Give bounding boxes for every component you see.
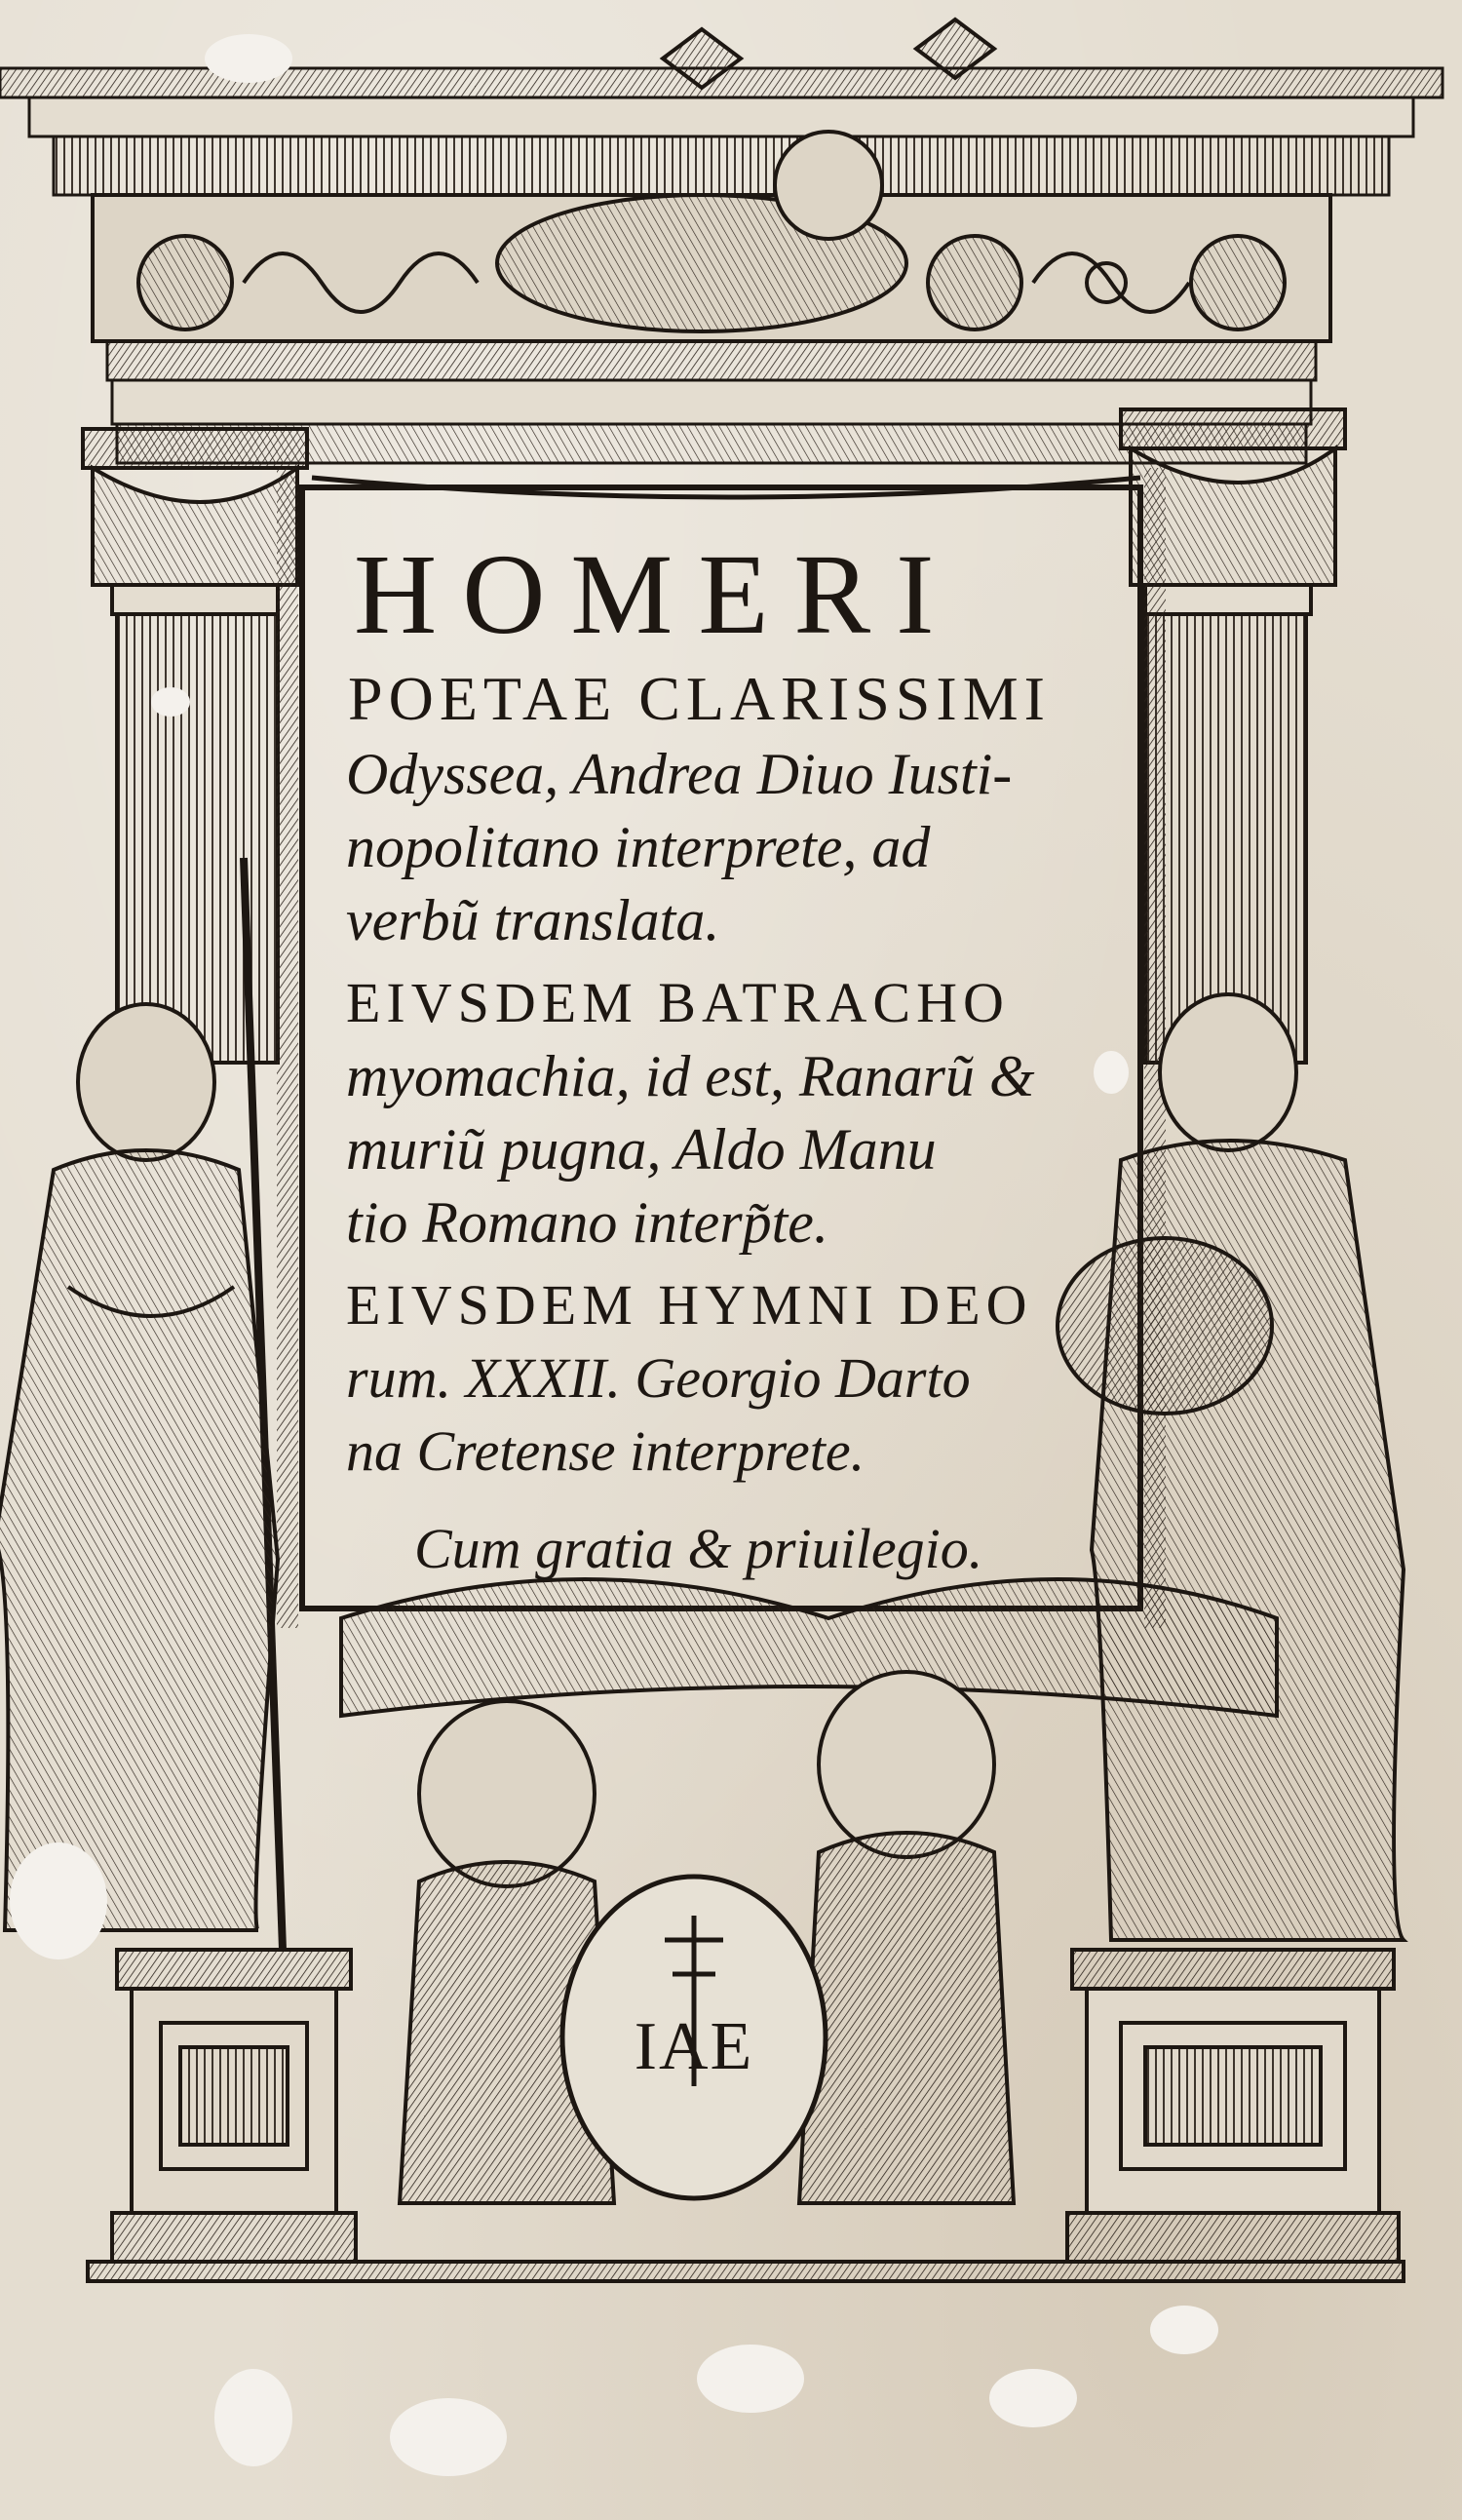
left-pedestal <box>112 1950 356 2262</box>
text-line-cretense: na Cretense interprete. <box>346 1419 866 1483</box>
text-line-myomachia: myomachia, id est, Ranarũ & <box>346 1044 1035 1108</box>
title-homeri: HOMERI <box>354 530 960 658</box>
right-pedestal <box>1067 1950 1399 2262</box>
text-line-odyssea: Odyssea, Andrea Diuo Iusti- <box>346 742 1013 806</box>
text-line-translata: verbũ translata. <box>346 888 720 952</box>
title-text-panel <box>336 531 1106 1618</box>
text-line-xxxii: rum. XXXII. Georgio Darto <box>346 1346 971 1410</box>
subtitle-poetae-clarissimi: POETAE CLARISSIMI <box>348 664 1051 733</box>
text-line-interprete: nopolitano interprete, ad <box>346 815 931 879</box>
text-line-muriu-pugna: muriũ pugna, Aldo Manu <box>346 1117 937 1182</box>
privilege-line: Cum gratia & priuilegio. <box>414 1517 983 1580</box>
left-capital <box>83 429 307 614</box>
base-ledge <box>88 2262 1404 2281</box>
heading-eiusdem-hymni: EIVSDEM HYMNI DEO <box>346 1273 1033 1337</box>
printer-device-letters: IAE <box>634 2009 754 2084</box>
text-line-romano: tio Romano interp̃te. <box>346 1190 828 1255</box>
heading-eiusdem-batracho: EIVSDEM BATRACHO <box>346 971 1010 1034</box>
left-column <box>117 614 278 1063</box>
